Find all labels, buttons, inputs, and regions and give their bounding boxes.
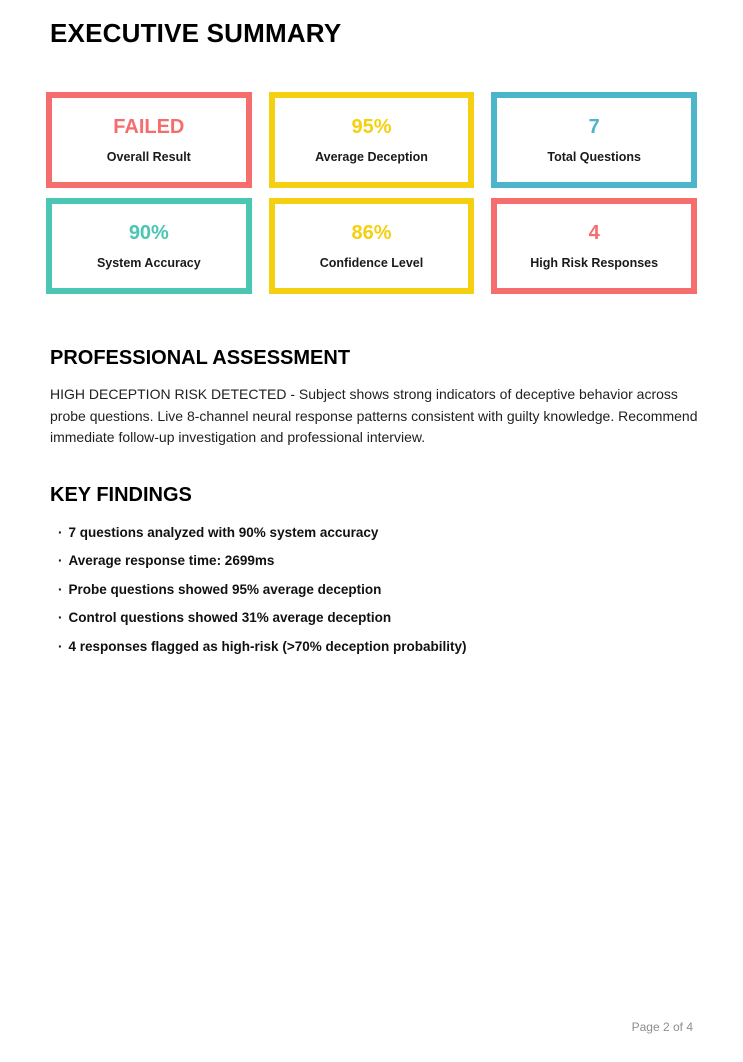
bullet-glyph: · — [58, 581, 63, 597]
stat-label-average-deception: Average Deception — [315, 150, 428, 164]
bullet-glyph: · — [58, 610, 63, 625]
finding-text: Average response time: 2699ms — [68, 553, 275, 568]
finding-text: 4 responses flagged as high-risk (>70% deception probability) — [68, 638, 467, 654]
finding-text: Probe questions showed 95% average deception — [68, 581, 382, 597]
stat-card-average-deception — [269, 92, 475, 188]
finding-item — [58, 609, 693, 626]
bullet-glyph: · — [58, 638, 63, 654]
stat-card-high-risk-responses — [491, 198, 697, 294]
finding-item — [58, 638, 693, 655]
stat-label-overall-result: Overall Result — [106, 150, 191, 164]
stat-label-confidence-level: Confidence Level — [319, 256, 424, 270]
stat-card-system-accuracy — [46, 198, 252, 294]
stat-value-confidence-level: 86% — [351, 222, 392, 244]
stat-label-system-accuracy: System Accuracy — [96, 256, 201, 270]
finding-text: Control questions showed 31% average deception — [68, 610, 392, 625]
stat-label-high-risk-responses: High Risk Responses — [530, 256, 659, 270]
stat-value-system-accuracy: 90% — [128, 222, 169, 244]
page-title: EXECUTIVE SUMMARY — [50, 18, 342, 48]
stat-value-total-questions: 7 — [588, 116, 600, 138]
assessment-heading: PROFESSIONAL ASSESSMENT — [50, 347, 351, 369]
summary-stats-grid — [46, 92, 697, 294]
page-number: Page 2 of 4 — [631, 1020, 693, 1034]
stat-label-total-questions: Total Questions — [547, 150, 641, 164]
report-page — [0, 18, 743, 655]
findings-heading: KEY FINDINGS — [50, 483, 192, 506]
stat-value-average-deception: 95% — [351, 116, 392, 138]
finding-item — [58, 524, 693, 541]
finding-text: 7 questions analyzed with 90% system accuracy — [68, 524, 379, 540]
bullet-glyph: · — [58, 553, 63, 568]
findings-list — [58, 524, 693, 655]
stat-card-confidence-level — [269, 198, 475, 294]
stat-value-overall-result: FAILED — [113, 116, 185, 138]
stat-value-high-risk-responses: 4 — [588, 222, 600, 244]
finding-item — [58, 581, 693, 598]
bullet-glyph: · — [58, 524, 63, 540]
finding-item — [58, 552, 693, 569]
stat-card-overall-result — [46, 92, 252, 188]
stat-card-total-questions — [491, 92, 697, 188]
assessment-body-text: HIGH DECEPTION RISK DETECTED - Subject shows strong indicators of deceptive behavior across probe questions. Live 8-channel neural response patterns consistent with guilty knowledge. Recommend immediate follow-up investigation and professional interview. — [50, 386, 698, 445]
